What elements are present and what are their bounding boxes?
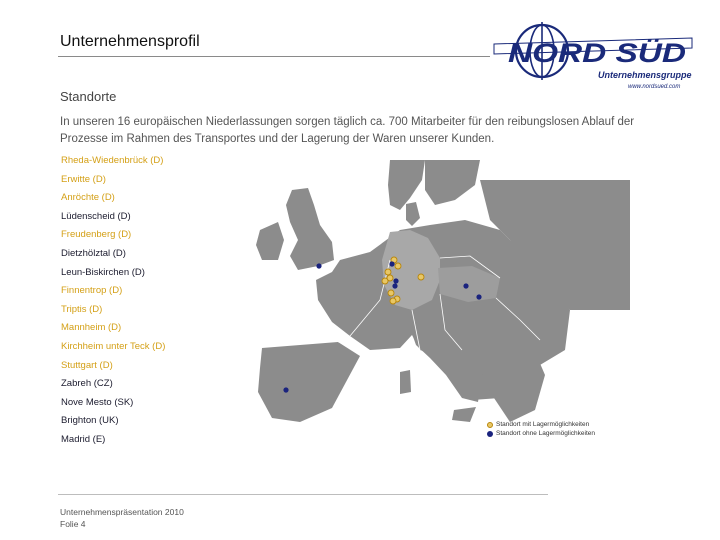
location-item: Zabreh (CZ) bbox=[61, 378, 113, 390]
logo-website: www.nordsued.com bbox=[628, 84, 681, 90]
location-item: Freudenberg (D) bbox=[61, 229, 132, 241]
logo-brand: NORD SÜD bbox=[508, 38, 686, 68]
footer-presentation: Unternehmenspräsentation 2010 bbox=[60, 507, 184, 517]
marker-zabreh bbox=[463, 283, 468, 288]
marker-madrid bbox=[283, 387, 288, 392]
location-item: Erwitte (D) bbox=[61, 173, 106, 185]
map-sardinia bbox=[400, 370, 411, 394]
marker-mannheim bbox=[388, 290, 394, 296]
legend-label-no-storage: Standort ohne Lagermöglichkeiten bbox=[496, 430, 596, 437]
title-divider bbox=[58, 56, 490, 57]
page-title: Unternehmensprofil bbox=[60, 33, 200, 50]
location-item: Dietzhölztal (D) bbox=[61, 247, 126, 259]
map-uk bbox=[286, 188, 334, 270]
marker-leun bbox=[392, 283, 397, 288]
section-title: Standorte bbox=[60, 89, 117, 104]
company-logo bbox=[492, 18, 702, 94]
location-item: Mannheim (D) bbox=[61, 322, 122, 334]
map-denmark bbox=[406, 202, 420, 226]
marker-anroechte bbox=[385, 269, 391, 275]
intro-text: In unseren 16 europäischen Niederlassungen sorgen täglich ca. 700 Mitarbeiter für den reibungslosen Ablauf der Prozesse im Rahmen des Transportes und der Lagerung der Waren unserer Kunden. bbox=[60, 116, 635, 145]
europe-map bbox=[240, 160, 630, 460]
marker-nove-mesto bbox=[476, 294, 481, 299]
footer bbox=[60, 506, 184, 530]
footer-divider bbox=[58, 494, 548, 495]
footer-slide-number: Folie 4 bbox=[60, 519, 86, 529]
location-item: Triptis (D) bbox=[61, 303, 103, 315]
location-item: Lüdenscheid (D) bbox=[61, 210, 131, 222]
location-item: Nove Mesto (SK) bbox=[61, 396, 134, 408]
location-item: Finnentrop (D) bbox=[61, 285, 123, 297]
map-scandinavia-east bbox=[425, 160, 480, 205]
marker-brighton bbox=[316, 263, 321, 268]
map-iberia bbox=[258, 342, 360, 422]
legend-label-storage: Standort mit Lagermöglichkeiten bbox=[496, 421, 590, 428]
location-item: Stuttgart (D) bbox=[61, 359, 113, 371]
location-item: Madrid (E) bbox=[61, 433, 106, 445]
marker-luedenscheid bbox=[389, 261, 394, 266]
location-item: Leun-Biskirchen (D) bbox=[61, 266, 145, 278]
location-item: Kirchheim unter Teck (D) bbox=[61, 340, 166, 352]
legend-row-storage bbox=[487, 420, 595, 429]
map-scandinavia bbox=[388, 160, 425, 210]
location-list bbox=[61, 154, 165, 452]
location-item: Brighton (UK) bbox=[61, 415, 119, 427]
map-sicily bbox=[452, 407, 476, 422]
legend-row-no-storage bbox=[487, 429, 595, 438]
marker-triptis bbox=[418, 274, 424, 280]
marker-erwitte bbox=[395, 263, 401, 269]
marker-finnentrop bbox=[382, 278, 388, 284]
map-balkans bbox=[476, 340, 545, 422]
location-item: Rheda-Wiedenbrück (D) bbox=[61, 155, 164, 166]
logo-tagline: Unternehmensgruppe bbox=[598, 70, 692, 80]
storage-marker-icon bbox=[487, 422, 493, 428]
map-ireland bbox=[256, 222, 284, 260]
marker-dietzhoelztal bbox=[393, 278, 398, 283]
map-legend bbox=[487, 420, 595, 438]
location-item: Anröchte (D) bbox=[61, 192, 115, 204]
no-storage-marker-icon bbox=[487, 431, 493, 437]
marker-stuttgart bbox=[390, 298, 396, 304]
